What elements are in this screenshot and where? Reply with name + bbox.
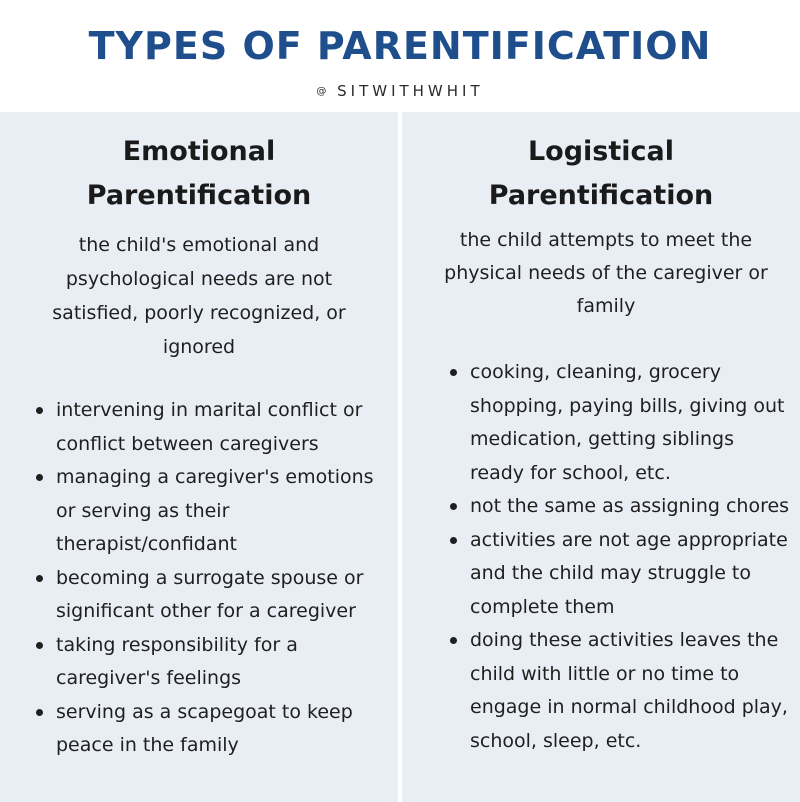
list-item: [448, 356, 793, 490]
column-logistical: [402, 112, 800, 802]
bullet-dot-icon: [36, 642, 43, 649]
bullet-dot-icon: [450, 503, 457, 510]
handle-text: SITWITHWHIT: [337, 82, 484, 100]
page-header: [0, 0, 800, 112]
list-item: [34, 629, 394, 696]
list-item-text: activities are not age appropriate and the child may struggle to complete them: [470, 528, 788, 618]
list-item-text: not the same as assigning chores: [470, 495, 790, 517]
bullet-dot-icon: [450, 369, 457, 376]
list-item: [34, 696, 394, 763]
handle-at-sign: @: [316, 86, 329, 97]
list-item-text: managing a caregiver's emotions or serving as their therapist/confidant: [56, 466, 374, 555]
bullet-dot-icon: [36, 575, 43, 582]
list-item: [34, 461, 394, 562]
list-item: [34, 562, 394, 629]
column-heading: Emotional Parentification: [86, 136, 312, 211]
bullet-dot-icon: [36, 407, 43, 414]
list-item-text: becoming a surrogate spouse or significant other for a caregiver: [56, 566, 364, 622]
column-heading: Logistical Parentification: [488, 136, 714, 211]
bullet-dot-icon: [36, 709, 43, 716]
column-emotional: [0, 112, 398, 802]
list-item: [448, 624, 793, 758]
list-item: [448, 524, 793, 625]
author-handle: [0, 82, 800, 100]
bullet-dot-icon: [36, 474, 43, 481]
bullet-dot-icon: [450, 637, 457, 644]
list-item: [448, 490, 793, 524]
bullet-list: [448, 356, 793, 758]
list-item-text: doing these activities leaves the child with little or no time to engage in normal childhood play, school, sleep, etc.: [470, 629, 788, 752]
page-title: TYPES OF PARENTIFICATION: [88, 24, 712, 68]
list-item: [34, 394, 394, 461]
bullet-dot-icon: [450, 537, 457, 544]
column-description: the child attempts to meet the physical needs of the caregiver or family: [444, 229, 768, 317]
list-item-text: cooking, cleaning, grocery shopping, paying bills, giving out medication, getting siblings ready for school, etc.: [470, 361, 785, 484]
column-description: the child's emotional and psychological needs are not satisfied, poorly recognized, or ignored: [52, 234, 346, 358]
list-item-text: serving as a scapegoat to keep peace in the family: [56, 700, 353, 756]
list-item-text: taking responsibility for a caregiver's feelings: [56, 633, 298, 689]
list-item-text: intervening in marital conflict or conflict between caregivers: [56, 399, 363, 455]
bullet-list: [34, 394, 394, 763]
comparison-columns: [0, 112, 800, 802]
